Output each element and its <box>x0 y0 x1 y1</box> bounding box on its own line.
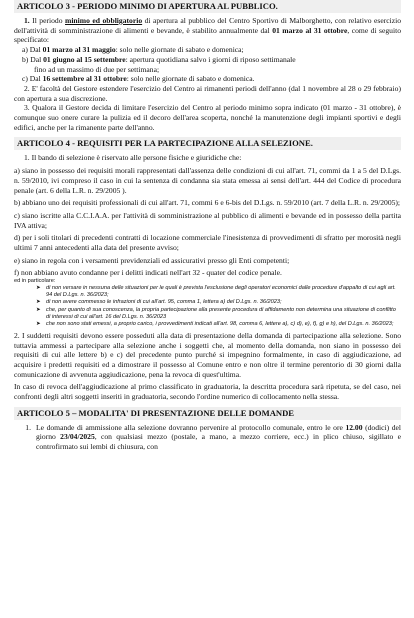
article-4-paragraph-3: In caso di revoca dell'aggiudicazione al primo classificato in graduatoria, la descritta procedura sarà ripetuta, se del caso, nei confronti degli altri soggetti inseriti in graduatoria, secondo l'ordine numerico di collocamento nella stessa. <box>14 382 401 402</box>
article-3-item-c: c) Dal 16 settembre al 31 ottobre: solo nelle giornate di sabato e domenica. <box>22 74 255 84</box>
article-3-heading: ARTICOLO 3 - PERIODO MINIMO DI APERTURA AL PUBBLICO. <box>14 0 401 13</box>
article-4-item-e: e) siano in regola con i versamenti previdenziali ed assicurativi presso gli Enti competenti; <box>14 255 290 265</box>
article-3-item-b: b) Dal 01 giugno al 15 settembre: apertura quotidiana salvo i giorni di riposo settimanale <box>22 54 296 64</box>
article-4-intro: 1. Il bando di selezione è riservato alle persone fisiche e giuridiche che: <box>24 153 242 163</box>
article-3-paragraph-2: 2. E' facoltà del Gestore estendere l'esercizio del Centro ai rimanenti periodi dell'anno (dal 1 novembre al 28 o 29 febbraio) con apertura a sua discrezione. <box>14 83 401 103</box>
article-4-paragraph-2: 2. I suddetti requisiti devono essere posseduti alla data di presentazione della domanda di partecipazione alla selezione. Sono tuttavia ammessi a partecipare alla selezione anche i soggetti che, al momento della domanda, non siano in possesso dei requisiti di cui alle lettere b) e c) del precedente punto purché si impegnino formalmente, in caso di aggiudicazione, ad acquisire i predetti requisiti ed a dimostrare il possesso al Comune entro e non oltre il termine perentorio di 30 giorni dalla comunicazione di avvenuta aggiudicazione, pena la revoca di quest'ultima. <box>14 330 401 379</box>
article-4-bullet: ➤ che non sono stati emessi, a proprio carico, i provvedimenti indicati all'art. 98, comma 6, lettere a), c) d), e), f), g) e h), del D.Lgs. n. 36/2023; <box>36 320 394 327</box>
arrow-right-icon: ➤ <box>36 320 41 327</box>
article-4-item-a: a) siano in possesso dei requisiti morali rappresentati dall'assenza delle condizioni di cui all'art. 71, commi da 1 a 5 del D.Lgs. n. 59/2010, ivi compreso il caso in cui la sentenza di condanna sia stata emessa ai sensi dell'art. 444 del Codice di procedura penale (art. 6 della L.R. n. 29/2005 ). <box>14 166 401 195</box>
arrow-right-icon: ➤ <box>36 285 41 292</box>
article-4-bullet: ➤ che, per quanto di sua conoscenza, la propria partecipazione alla presente procedura di affidamento non determina una situazione di conflitto di interessi di cui all'art. 16 del D.Lgs. n. 36/2023 <box>36 306 396 320</box>
arrow-right-icon: ➤ <box>36 299 41 306</box>
article-4-item-d: d) per i soli titolari di precedenti contratti di locazione commerciale l'inesistenza di provvedimenti di sfratto per morosità negli ultimi 7 anni antecedenti alla data del presente avviso; <box>14 233 401 253</box>
article-3-item-a: a) Dal 01 marzo al 31 maggio: solo nelle giornate di sabato e domenica; <box>22 45 244 55</box>
article-5-heading: ARTICOLO 5 – MODALITA' DI PRESENTAZIONE DELLE DOMANDE <box>14 407 401 420</box>
article-4-item-f: f) non abbiano avuto condanne per i delitti indicati nell'art 32 - quater del codice penale. <box>14 268 282 278</box>
article-5-paragraph-1: 1. Le domande di ammissione alla selezione dovranno pervenire al protocollo comunale, entro le ore 12.00 (dodici) del giorno 23/04/2025, con qualsiasi mezzo (postale, a mano, a mezzo corriere, ecc.) in plico chiuso, sigillato e controfirmato sui lembi di chiusura, con <box>25 422 402 452</box>
article-4-bullet: ➤ di non avere commesso le infrazioni di cui all'art. 95, comma 1, lettera a) del D.Lgs. n. 36/2023; <box>36 299 282 306</box>
arrow-right-icon: ➤ <box>36 306 41 313</box>
article-4-heading: ARTICOLO 4 - REQUISITI PER LA PARTECIPAZIONE ALLA SELEZIONE. <box>14 137 401 150</box>
article-4-item-b: b) abbiano uno dei requisiti professionali di cui all'art. 71, commi 6 e 6-bis del D.Lgs. n. 59/2010 (art. 7 della L.R. n. 29/2005); <box>14 198 401 208</box>
article-4-item-c: c) siano iscritte alla C.C.I.A.A. per l'attività di somministrazione al pubblico di alimenti e bevande ed in possesso della partita IVA attiva; <box>14 210 401 230</box>
article-3-item-b-continued: fino ad un massimo di due per settimana; <box>34 64 160 74</box>
article-4-bullet: ➤ di non versare in nessuna delle situazioni per le quali è prevista l'esclusione degli operatori economici dalle procedure d'appalto di cui agli art. 94 del D.Lgs. n. 36/2023; <box>36 285 396 299</box>
article-4-particular-label: ed in particolare: <box>14 278 56 285</box>
article-3-paragraph-1: 1. Il periodo minimo ed obbligatorio di apertura al pubblico del Centro Sportivo di Malborghetto, con relativo esercizio dell'attività di somministrazione di alimenti e bevande, è stabilito annualmente dal 01 marzo al 31 ottobre, come di seguito specificato: <box>14 16 402 45</box>
article-3-paragraph-3: 3. Qualora il Gestore decida di limitare l'esercizio del Centro al periodo minimo sopra indicato (01 marzo - 31 ottobre), è comunque suo onere curare la pulizia ed il decoro dell'area scoperta, nonché la manutenzione degli impianti sportivi e degli edifici, anche per la rimanente parte dell'anno. <box>14 103 401 132</box>
